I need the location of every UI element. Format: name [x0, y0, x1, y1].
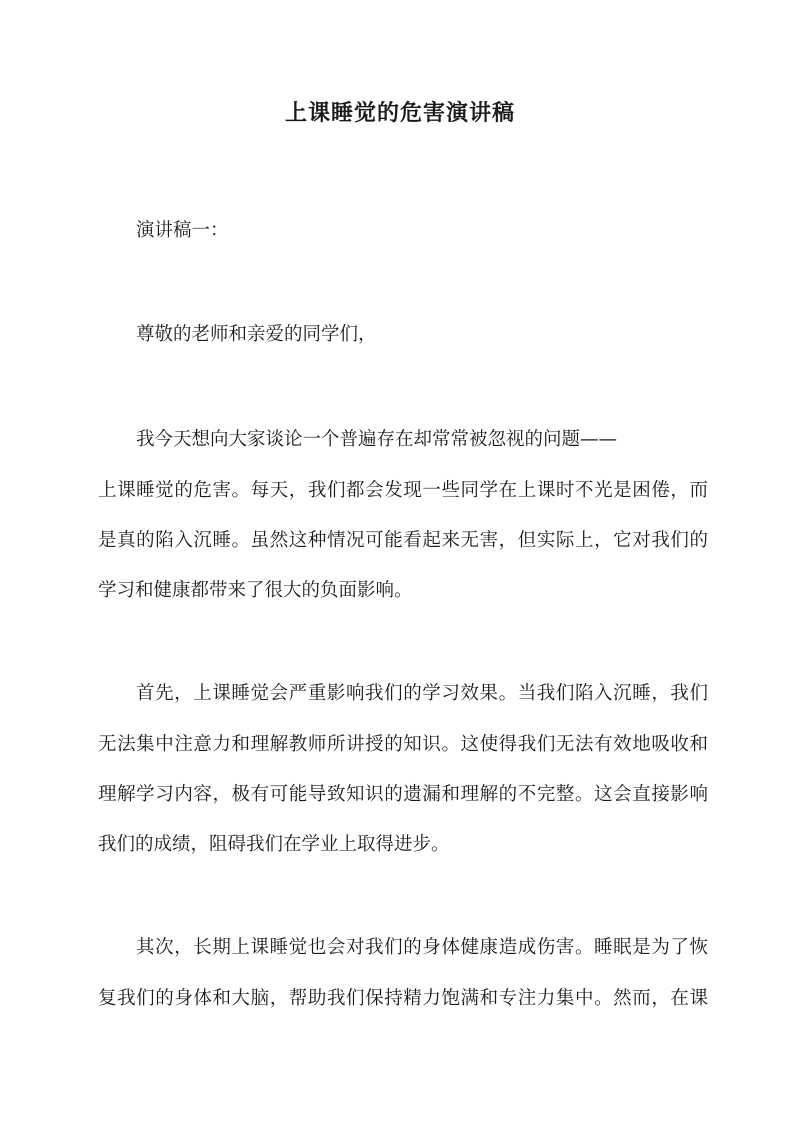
paragraph-1-line-3: 是真的陷入沉睡。虽然这种情况可能看起来无害，但实际上，它对我们的: [98, 530, 708, 551]
paragraph-1-line-1: 我今天想向大家谈论一个普遍存在却常常被忽视的问题——: [136, 429, 618, 450]
paragraph-1-line-4: 学习和健康都带来了很大的负面影响。: [98, 580, 413, 601]
salutation: 尊敬的老师和亲爱的同学们，: [136, 324, 377, 345]
section-heading: 演讲稿一：: [136, 220, 229, 241]
paragraph-2-line-2: 无法集中注意力和理解教师所讲授的知识。这使得我们无法有效地吸收和: [98, 734, 708, 755]
paragraph-3-line-2: 复我们的身体和大脑，帮助我们保持精力饱满和专注力集中。然而，在课: [98, 988, 708, 1009]
paragraph-1-line-2: 上课睡觉的危害。每天，我们都会发现一些同学在上课时不光是困倦，而: [98, 480, 708, 501]
paragraph-2-line-4: 我们的成绩，阻碍我们在学业上取得进步。: [98, 834, 450, 855]
paragraph-3-line-1: 其次，长期上课睡觉也会对我们的身体健康造成伤害。睡眠是为了恢: [136, 937, 708, 958]
page-title: 上课睡觉的危害演讲稿: [284, 100, 515, 126]
paragraph-2-line-3: 理解学习内容，极有可能导致知识的遗漏和理解的不完整。这会直接影响: [98, 784, 708, 805]
paragraph-2-line-1: 首先，上课睡觉会严重影响我们的学习效果。当我们陷入沉睡，我们: [136, 683, 708, 704]
